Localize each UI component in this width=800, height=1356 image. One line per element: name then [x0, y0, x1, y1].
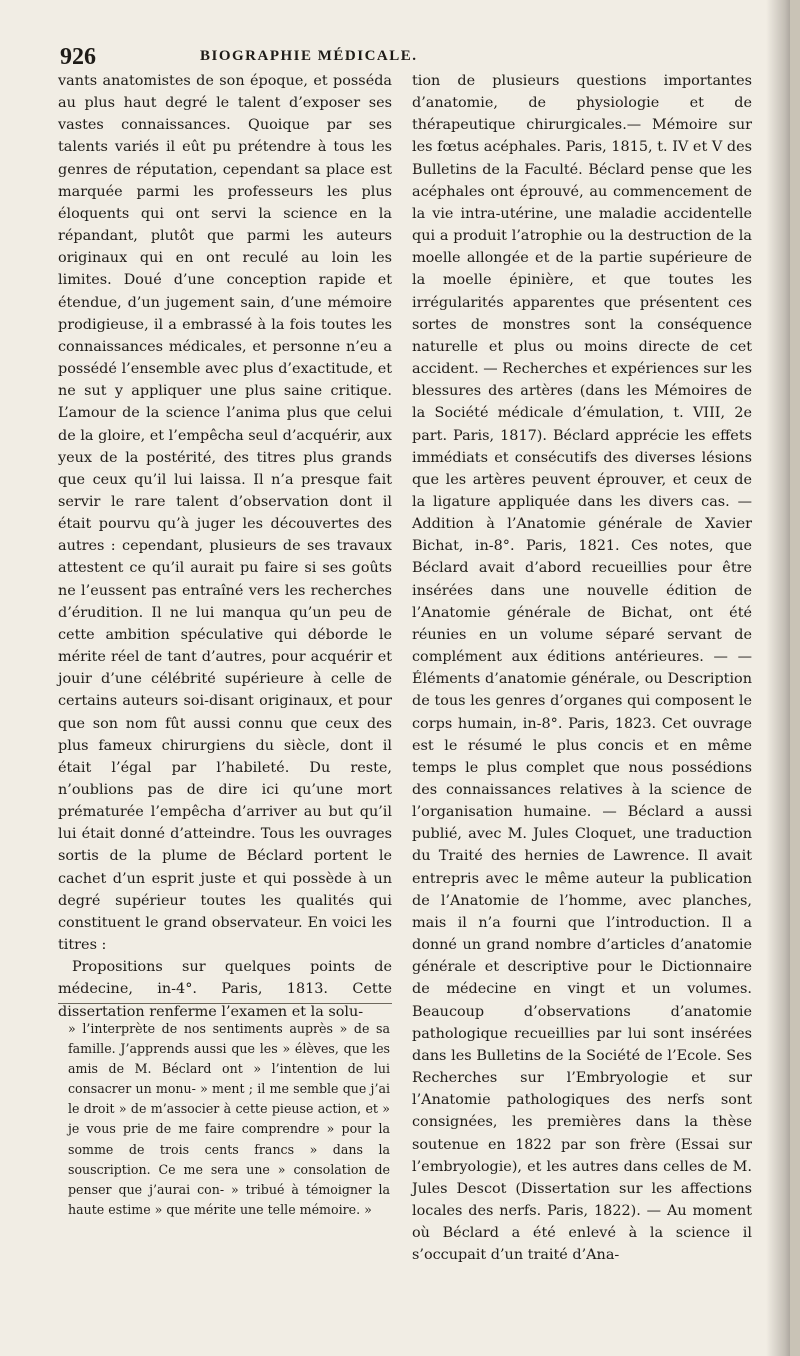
page-number: 926	[60, 44, 96, 70]
right-column	[412, 70, 752, 1266]
running-title: BIOGRAPHIE MÉDICALE.	[200, 48, 418, 64]
left-paragraph-continued: vants anatomistes de son époque, et posséda au plus haut degré le talent d’exposer ses vastes connaissances. Quoique par ses talents variés il eût pu prétendre à tous les genres de réputation, cependant sa place est marquée parmi les professeurs les plus éloquents qui ont servi la science en la répandant, plutôt que parmi les auteurs originaux qui en ont reculé au loin les limites. Doué d’une conception rapide et étendue, d’un jugement sain, d’une mémoire prodigieuse, il a embrassé à la fois toutes les connaissances médicales, et personne n’eu a possédé l’ensemble avec plus d’exactitude, et ne sut y appliquer une plus saine critique. L’amour de la science l’anima plus que celui de la gloire, et l’empêcha seul d’acquérir, aux yeux de la postérité, des titres plus grands que ceux qu’il lui laissa. Il n’a presque fait servir le rare talent d’observation dont il était pourvu qu’à juger les découvertes des autres : cependant, plusieurs de ses travaux attestent ce qu’il aurait pu faire si ses goûts ne l’eussent pas entraîné vers les recherches d’érudition. Il ne lui manqua qu’un peu de cette ambition spéculative qui déborde le mérite réel de tant d’autres, pour acquérir et jouir d’une célébrité supérieure à celle de certains auteurs soi-disant originaux, et pour que son nom fût aussi connu que ceux des plus fameux chirurgiens du siècle, dont il était l’égal par l’habileté. Du reste, n’oublions pas de dire ici qu’une mort prématurée l’empêcha d’arriver au but qu’il lui était donné d’atteindre. Tous les ouvrages sortis de la plume de Béclard portent le cachet d’un esprit juste et qui possède à un degré supérieur toutes les qualités qui constituent le grand observateur. En voici les titres :	[58, 73, 392, 954]
left-paragraph-propositions: Propositions sur quelques points de médecine, in-4°. Paris, 1813. Cette dissertation renferme l’examen et la solu-	[58, 959, 392, 1020]
footnote	[68, 1019, 390, 1220]
right-paragraph: tion de plusieurs questions importantes d’anatomie, de physiologie et de thérapeutique chirurgicales.— Mémoire sur les fœtus acéphales. Paris, 1815, t. IV et V des Bulletins de la Faculté. Béclard pense que les acéphales ont éprouvé, au commencement de la vie intra-utérine, une maladie accidentelle qui a produit l’atrophie ou la destruction de la moelle allongée et de la partie supérieure de la moelle épinière, et que toutes les irrégularités apparentes que présentent ces sortes de monstres sont la conséquence naturelle et plus ou moins directe de cet accident. — Recherches et expériences sur les blessures des artères (dans les Mémoires de la Société médicale d’émulation, t. VIII, 2e part. Paris, 1817). Béclard apprécie les effets immédiats et consécutifs des diverses lésions que les artères peuvent éprouver, et ceux de la ligature appliquée dans les divers cas. — Addition à l’Anatomie générale de Xavier Bichat, in-8°. Paris, 1821. Ces notes, que Béclard avait d’abord recueillies pour être insérées dans une nouvelle édition de l’Anatomie générale de Bichat, ont été réunies en un volume séparé servant de complément aux éditions antérieures. — — Éléments d’anatomie générale, ou Description de tous les genres d’organes qui composent le corps humain, in-8°. Paris, 1823. Cet ouvrage est le résumé le plus concis et en même temps le plus complet que nous possédions des connaissances relatives à la science de l’organisation humaine. — Béclard a aussi publié, avec M. Jules Cloquet, une traduction du Traité des hernies de Lawrence. Il avait entrepris avec le même auteur la publication de l’Anatomie de l’homme, avec planches, mais il n’a fourni que l’introduction. Il a donné un grand nombre d’articles d’anatomie générale et descriptive pour le Dictionnaire de médecine en vingt et un volumes. Beaucoup d’observations d’anatomie pathologique recueillies par lui sont insérées dans les Bulletins de la Société de l’Ecole. Ses Recherches sur l’Embryologie et sur l’Anatomie pathologiques des nerfs sont consignées, les premières dans la thèse soutenue en 1822 par son frère (Essai sur l’embryologie), et les autres dans celles de M. Jules Descot (Dissertation sur les affections locales des nerfs. Paris, 1822). — Au moment où Béclard a été enlevé à la science il s’occupait d’un traité d’Ana-	[412, 73, 752, 1264]
page-edge	[790, 0, 800, 1356]
left-column	[58, 70, 392, 1023]
footnote-text: » l’interprète de nos sentiments auprès » de sa famille. J’apprends aussi que les » élèves, que les amis de M. Béclard ont » l’intention de lui consacrer un monu- » ment ; il me semble que j’ai le droit » de m’associer à cette pieuse action, et » je vous prie de me faire comprendre » pour la somme de trois cents francs » dans la souscription. Ce me sera une » consolation de penser que j’aurai con- » tribué à témoigner la haute estime » que mérite une telle mémoire. »	[68, 1021, 390, 1217]
footnote-divider	[58, 1003, 392, 1004]
